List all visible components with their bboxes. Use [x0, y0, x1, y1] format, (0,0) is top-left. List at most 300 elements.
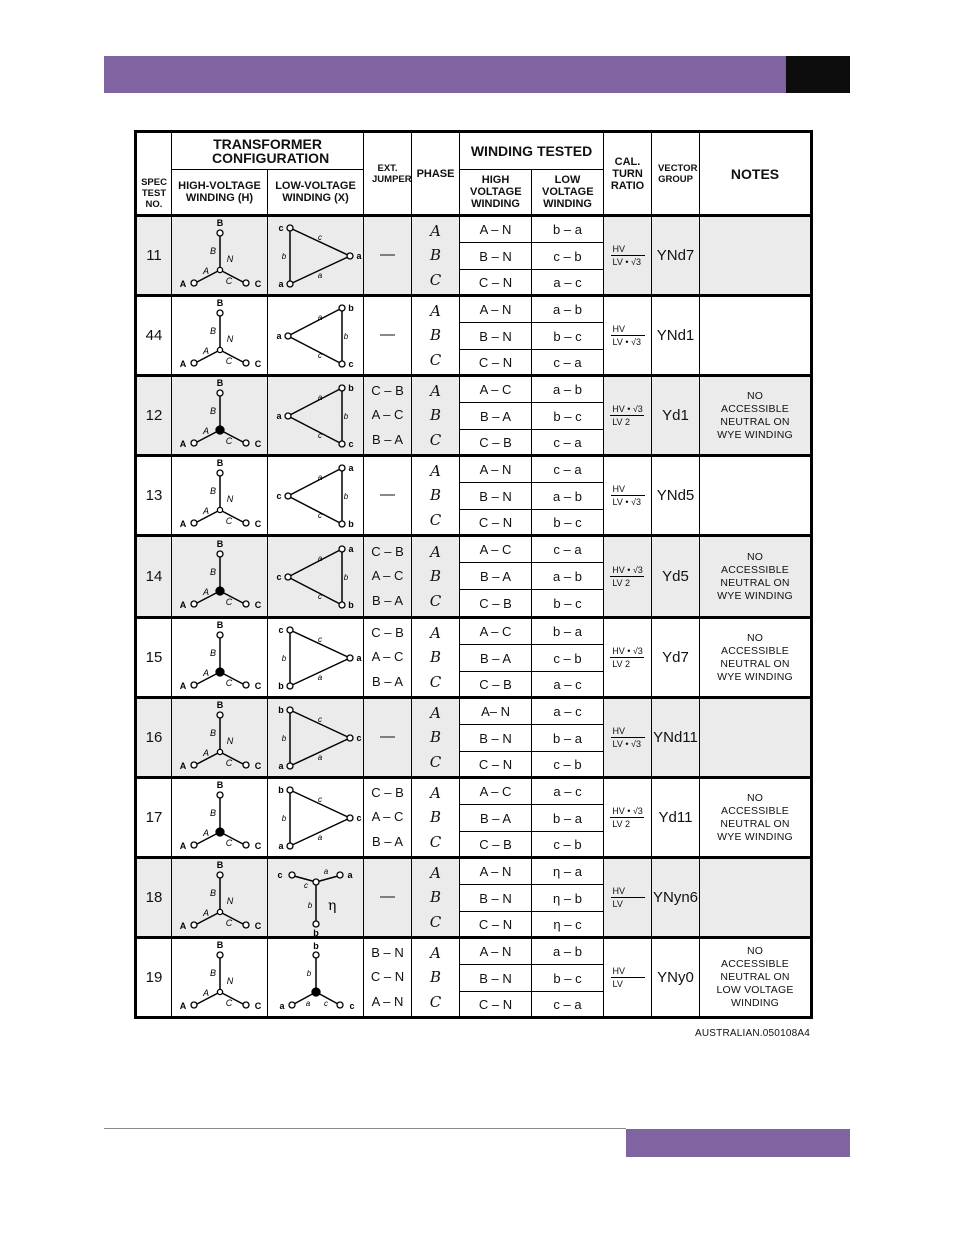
lv-winding-tested: c – a — [532, 430, 604, 456]
svg-text:N: N — [226, 895, 233, 906]
svg-text:B: B — [216, 699, 223, 710]
lv-winding-tested: η – c — [532, 912, 604, 938]
hv-winding-tested: A – N — [460, 456, 532, 483]
phase-list — [412, 296, 460, 376]
notes: NO ACCESSIBLE NEUTRAL ON LOW VOLTAGE WINDING — [700, 938, 812, 1018]
svg-text:c: c — [317, 591, 322, 601]
svg-text:b: b — [347, 599, 354, 610]
svg-text:a: a — [323, 866, 328, 876]
svg-text:C: C — [225, 435, 232, 446]
svg-text:c: c — [277, 624, 284, 635]
notes: NO ACCESSIBLE NEUTRAL ON WYE WINDING — [700, 778, 812, 858]
svg-text:N: N — [226, 493, 233, 504]
phase-label: A — [430, 703, 441, 722]
svg-text:C: C — [254, 920, 261, 931]
notes: NO ACCESSIBLE NEUTRAL ON WYE WINDING — [700, 536, 812, 618]
lv-delta-diagram-icon — [270, 780, 362, 856]
phase-label: C — [429, 832, 442, 851]
turn-ratio-formula — [604, 216, 652, 296]
ratio-numerator: HV — [612, 886, 626, 896]
svg-text:a: a — [317, 553, 322, 563]
no-jumper-dash: — — [380, 486, 396, 504]
svg-text:A: A — [202, 425, 209, 436]
svg-text:b: b — [312, 940, 319, 951]
svg-text:a: a — [347, 462, 354, 473]
jumper-connection: C – B — [371, 543, 404, 559]
svg-text:A: A — [202, 907, 209, 918]
turn-ratio-formula — [604, 778, 652, 858]
svg-text:c: c — [276, 869, 283, 880]
svg-text:a: a — [355, 652, 362, 663]
ratio-numerator: HV — [612, 966, 626, 976]
jumper-connection: C – B — [371, 382, 404, 398]
notes — [700, 456, 812, 536]
phase-label: B — [430, 968, 442, 987]
jumper-connection: C – B — [371, 624, 404, 640]
svg-text:C: C — [225, 275, 232, 286]
hv-winding-tested: A – N — [460, 216, 532, 243]
jumper-connection: A – C — [371, 649, 404, 665]
svg-text:c: c — [355, 732, 362, 743]
vector-group: YNd7 — [652, 216, 700, 296]
lv-winding-diagram — [268, 778, 364, 858]
ext-jumper — [364, 296, 412, 376]
lv-winding-tested: a – c — [532, 778, 604, 805]
hv-winding-tested: B – N — [460, 243, 532, 270]
hv-winding-diagram — [172, 376, 268, 456]
spec-test-number: 12 — [136, 376, 172, 456]
ratio-numerator: HV — [612, 726, 626, 736]
header-ratio: CAL. TURN RATIO — [604, 132, 652, 216]
lv-winding-tested: a – c — [532, 270, 604, 296]
svg-text:b: b — [343, 491, 348, 501]
header-hv-winding: HIGH-VOLTAGE WINDING (H) — [172, 170, 268, 216]
jumper-connection: A – C — [371, 407, 404, 423]
turn-ratio-formula — [604, 376, 652, 456]
phase-label: C — [429, 912, 442, 931]
lv-winding-diagram — [268, 858, 364, 938]
hv-wye-diagram-icon — [175, 458, 265, 534]
vector-group: Yd7 — [652, 618, 700, 698]
jumper-connection: B – N — [371, 944, 404, 960]
jumper-connection: A – C — [371, 568, 404, 584]
no-jumper-dash: — — [380, 888, 396, 906]
ratio-denominator: LV • √3 — [612, 497, 641, 507]
phase-list — [412, 778, 460, 858]
lv-winding-tested: b – c — [532, 323, 604, 350]
svg-text:a: a — [317, 392, 322, 402]
svg-text:A: A — [179, 599, 186, 610]
svg-text:a: a — [275, 410, 282, 421]
notes: NO ACCESSIBLE NEUTRAL ON WYE WINDING — [700, 376, 812, 456]
hv-winding-tested: A – C — [460, 778, 532, 805]
svg-text:b: b — [347, 302, 354, 313]
fraction-bar — [610, 415, 644, 416]
svg-text:C: C — [225, 757, 232, 768]
hv-wye-diagram-icon — [175, 218, 265, 294]
ext-jumper — [364, 858, 412, 938]
lv-wye-diagram-icon — [270, 860, 362, 936]
hv-winding-tested: A – N — [460, 296, 532, 323]
header-lv-tested: LOW VOLTAGE WINDING — [532, 170, 604, 216]
svg-text:c: c — [317, 232, 322, 242]
svg-text:c: c — [275, 571, 282, 582]
svg-text:a: a — [317, 672, 322, 682]
fraction-bar — [610, 657, 644, 658]
lv-winding-tested: c – b — [532, 243, 604, 270]
svg-text:A: A — [202, 747, 209, 758]
turn-ratio-formula — [604, 618, 652, 698]
hv-winding-diagram — [172, 938, 268, 1018]
header-config: TRANSFORMER CONFIGURATION — [172, 132, 364, 170]
spec-test-number: 15 — [136, 618, 172, 698]
lv-delta-diagram-icon — [270, 700, 362, 776]
turn-ratio-formula — [604, 698, 652, 778]
lv-delta-diagram-icon — [270, 458, 362, 534]
svg-text:A: A — [202, 586, 209, 597]
notes — [700, 698, 812, 778]
hv-winding-diagram — [172, 778, 268, 858]
turn-ratio-formula — [604, 938, 652, 1018]
ratio-denominator: LV 2 — [612, 578, 631, 588]
svg-text:a: a — [317, 832, 322, 842]
phase-label: C — [429, 350, 442, 369]
header-page-block — [786, 56, 850, 93]
phase-label: A — [430, 623, 441, 642]
lv-winding-tested: a – c — [532, 698, 604, 725]
lv-winding-tested: a – b — [532, 376, 604, 403]
svg-text:A: A — [179, 920, 186, 931]
lv-delta-diagram-icon — [270, 298, 362, 374]
vector-group: YNd11 — [652, 698, 700, 778]
svg-text:C: C — [254, 278, 261, 289]
svg-text:B: B — [216, 297, 223, 308]
figure-caption: AUSTRALIAN.050108A4 — [695, 1028, 810, 1039]
lv-winding-tested: a – c — [532, 672, 604, 698]
svg-text:A: A — [202, 345, 209, 356]
phase-label: B — [430, 648, 442, 667]
phase-label: A — [430, 943, 441, 962]
hv-winding-tested: B – N — [460, 483, 532, 510]
notes — [700, 858, 812, 938]
hv-winding-tested: A – C — [460, 536, 532, 563]
svg-text:B: B — [209, 325, 216, 336]
svg-text:A: A — [179, 840, 186, 851]
svg-text:B: B — [209, 485, 216, 496]
svg-text:B: B — [209, 405, 216, 416]
lv-winding-tested: c – b — [532, 752, 604, 778]
hv-winding-tested: C – N — [460, 912, 532, 938]
svg-text:b: b — [277, 680, 284, 691]
jumper-connection: B – A — [371, 431, 404, 447]
svg-text:a: a — [277, 760, 284, 771]
svg-text:c: c — [317, 430, 322, 440]
svg-text:N: N — [226, 975, 233, 986]
lv-winding-tested: a – b — [532, 483, 604, 510]
svg-text:a: a — [305, 998, 310, 1008]
no-jumper-dash: — — [380, 246, 396, 264]
svg-text:b: b — [347, 382, 354, 393]
svg-text:b: b — [277, 784, 284, 795]
svg-text:a: a — [347, 543, 354, 554]
svg-text:a: a — [317, 312, 322, 322]
jumper-connection: B – A — [371, 833, 404, 849]
svg-text:A: A — [202, 265, 209, 276]
hv-wye-diagram-icon — [175, 539, 265, 615]
lv-winding-tested: c – b — [532, 645, 604, 672]
svg-text:a: a — [355, 250, 362, 261]
phase-label: A — [430, 381, 441, 400]
header-spec: SPEC TEST NO. — [136, 132, 172, 216]
footer-rule — [104, 1128, 626, 1129]
svg-text:A: A — [202, 667, 209, 678]
vector-group: Yd11 — [652, 778, 700, 858]
lv-delta-diagram-icon — [270, 620, 362, 696]
header-jumper: EXT. JUMPER — [364, 132, 412, 216]
svg-text:c: c — [348, 1000, 355, 1011]
svg-text:B: B — [216, 779, 223, 790]
spec-test-number: 17 — [136, 778, 172, 858]
svg-text:B: B — [216, 217, 223, 228]
hv-winding-tested: C – N — [460, 510, 532, 536]
phase-label: B — [430, 486, 442, 505]
phase-list — [412, 216, 460, 296]
hv-winding-diagram — [172, 296, 268, 376]
svg-text:A: A — [179, 518, 186, 529]
hv-winding-tested: B – N — [460, 885, 532, 912]
hv-winding-tested: B – N — [460, 725, 532, 752]
lv-winding-tested: b – a — [532, 805, 604, 832]
hv-winding-tested: C – N — [460, 350, 532, 376]
lv-winding-tested: c – a — [532, 992, 604, 1018]
hv-wye-diagram-icon — [175, 700, 265, 776]
vector-group: Yd5 — [652, 536, 700, 618]
jumper-connection: C – B — [371, 784, 404, 800]
phase-label: B — [430, 728, 442, 747]
lv-winding-tested: b – a — [532, 725, 604, 752]
svg-text:B: B — [209, 245, 216, 256]
phase-label: A — [430, 542, 441, 561]
svg-text:C: C — [225, 917, 232, 928]
svg-text:A: A — [179, 1000, 186, 1011]
phase-label: B — [430, 808, 442, 827]
lv-delta-diagram-icon — [270, 378, 362, 454]
jumper-connection: B – A — [371, 673, 404, 689]
ratio-numerator: HV — [612, 324, 626, 334]
svg-text:b: b — [343, 331, 348, 341]
svg-text:A: A — [202, 827, 209, 838]
ext-jumper — [364, 618, 412, 698]
svg-text:a: a — [346, 869, 353, 880]
spec-test-number: 14 — [136, 536, 172, 618]
svg-text:b: b — [347, 518, 354, 529]
phase-label: B — [430, 326, 442, 345]
hv-winding-diagram — [172, 858, 268, 938]
svg-text:C: C — [225, 515, 232, 526]
svg-text:a: a — [275, 330, 282, 341]
turn-ratio-formula — [604, 296, 652, 376]
hv-winding-tested: A – C — [460, 618, 532, 645]
svg-text:c: c — [355, 812, 362, 823]
ratio-denominator: LV 2 — [612, 819, 631, 829]
hv-winding-tested: C – B — [460, 430, 532, 456]
phase-list — [412, 698, 460, 778]
svg-text:B: B — [209, 887, 216, 898]
svg-text:c: c — [275, 490, 282, 501]
hv-wye-diagram-icon — [175, 780, 265, 856]
fraction-bar — [611, 495, 645, 496]
svg-text:N: N — [226, 333, 233, 344]
svg-text:N: N — [226, 253, 233, 264]
svg-text:c: c — [303, 880, 308, 890]
hv-wye-diagram-icon — [175, 620, 265, 696]
lv-winding-diagram — [268, 376, 364, 456]
spec-test-number: 13 — [136, 456, 172, 536]
ratio-numerator: HV • √3 — [612, 806, 643, 816]
svg-text:B: B — [216, 538, 223, 549]
lv-winding-tested: a – b — [532, 938, 604, 965]
phase-list — [412, 536, 460, 618]
ratio-denominator: LV • √3 — [612, 257, 641, 267]
jumper-connection: A – C — [371, 809, 404, 825]
no-jumper-dash: — — [380, 326, 396, 344]
hv-winding-tested: A – C — [460, 376, 532, 403]
svg-text:C: C — [254, 680, 261, 691]
svg-text:C: C — [254, 438, 261, 449]
hv-winding-tested: B – N — [460, 323, 532, 350]
hv-winding-tested: B – A — [460, 403, 532, 430]
lv-winding-diagram — [268, 536, 364, 618]
header-lv-winding: LOW-VOLTAGE WINDING (X) — [268, 170, 364, 216]
ext-jumper — [364, 536, 412, 618]
phase-label: B — [430, 246, 442, 265]
ratio-denominator: LV • √3 — [612, 739, 641, 749]
spec-test-number: 11 — [136, 216, 172, 296]
turn-ratio-formula — [604, 858, 652, 938]
vector-group: YNy0 — [652, 938, 700, 1018]
lv-winding-tested: b – c — [532, 403, 604, 430]
fraction-bar — [610, 576, 644, 577]
svg-text:b: b — [277, 704, 284, 715]
svg-text:C: C — [254, 1000, 261, 1011]
phase-label: A — [430, 783, 441, 802]
svg-text:c: c — [277, 222, 284, 233]
fraction-bar — [610, 817, 644, 818]
vector-group: Yd1 — [652, 376, 700, 456]
svg-text:c: c — [347, 358, 354, 369]
hv-winding-diagram — [172, 618, 268, 698]
svg-text:C: C — [254, 518, 261, 529]
svg-text:B: B — [216, 859, 223, 870]
hv-winding-tested: C – B — [460, 590, 532, 618]
phase-label: B — [430, 888, 442, 907]
svg-text:b: b — [307, 900, 312, 910]
hv-winding-diagram — [172, 536, 268, 618]
hv-winding-diagram — [172, 456, 268, 536]
phase-label: C — [429, 992, 442, 1011]
header-hv-tested: HIGH VOLTAGE WINDING — [460, 170, 532, 216]
svg-text:N: N — [226, 735, 233, 746]
svg-text:B: B — [216, 619, 223, 630]
spec-test-number: 16 — [136, 698, 172, 778]
hv-winding-tested: C – N — [460, 752, 532, 778]
svg-text:a: a — [277, 278, 284, 289]
svg-text:b: b — [281, 733, 286, 743]
ratio-numerator: HV — [612, 244, 626, 254]
ratio-numerator: HV • √3 — [612, 565, 643, 575]
phase-label: C — [429, 672, 442, 691]
svg-text:C: C — [225, 355, 232, 366]
lv-winding-tested: η – a — [532, 858, 604, 885]
phase-list — [412, 376, 460, 456]
ext-jumper — [364, 938, 412, 1018]
hv-wye-diagram-icon — [175, 860, 265, 936]
no-jumper-dash: — — [380, 728, 396, 746]
notes — [700, 216, 812, 296]
ratio-denominator: LV — [612, 979, 623, 989]
ext-jumper — [364, 778, 412, 858]
notes — [700, 296, 812, 376]
spec-test-number: 19 — [136, 938, 172, 1018]
svg-text:a: a — [277, 840, 284, 851]
hv-winding-tested: C – N — [460, 992, 532, 1018]
transformer-spec-table — [134, 130, 813, 1019]
lv-winding-tested: b – c — [532, 510, 604, 536]
hv-winding-tested: C – B — [460, 672, 532, 698]
vector-group: YNd1 — [652, 296, 700, 376]
svg-text:C: C — [225, 677, 232, 688]
lv-winding-diagram — [268, 938, 364, 1018]
svg-text:A: A — [202, 505, 209, 516]
svg-text:A: A — [179, 358, 186, 369]
svg-text:B: B — [216, 457, 223, 468]
header-notes: NOTES — [700, 132, 812, 216]
svg-text:c: c — [347, 438, 354, 449]
svg-text:A: A — [179, 438, 186, 449]
lv-winding-tested: b – a — [532, 618, 604, 645]
hv-winding-tested: B – N — [460, 965, 532, 992]
lv-winding-tested: c – b — [532, 832, 604, 858]
svg-text:C: C — [225, 596, 232, 607]
fraction-bar — [611, 335, 645, 336]
ratio-denominator: LV 2 — [612, 659, 631, 669]
lv-winding-diagram — [268, 698, 364, 778]
phase-label: A — [430, 863, 441, 882]
phase-list — [412, 456, 460, 536]
lv-winding-tested: c – a — [532, 456, 604, 483]
fraction-bar — [611, 255, 645, 256]
lv-winding-tested: c – a — [532, 536, 604, 563]
svg-text:B: B — [209, 967, 216, 978]
hv-wye-diagram-icon — [175, 940, 265, 1016]
phase-list — [412, 618, 460, 698]
hv-winding-tested: A – N — [460, 938, 532, 965]
phase-label: C — [429, 510, 442, 529]
lv-wye-diagram-icon — [270, 940, 362, 1016]
svg-text:B: B — [209, 647, 216, 658]
svg-text:a: a — [317, 270, 322, 280]
hv-winding-tested: B – A — [460, 805, 532, 832]
svg-text:B: B — [209, 807, 216, 818]
hv-winding-tested: A– N — [460, 698, 532, 725]
svg-text:c: c — [317, 794, 322, 804]
phase-label: C — [429, 270, 442, 289]
header-vector: VECTOR GROUP — [652, 132, 700, 216]
svg-text:A: A — [179, 680, 186, 691]
svg-text:c: c — [317, 714, 322, 724]
phase-list — [412, 938, 460, 1018]
svg-text:b: b — [343, 572, 348, 582]
